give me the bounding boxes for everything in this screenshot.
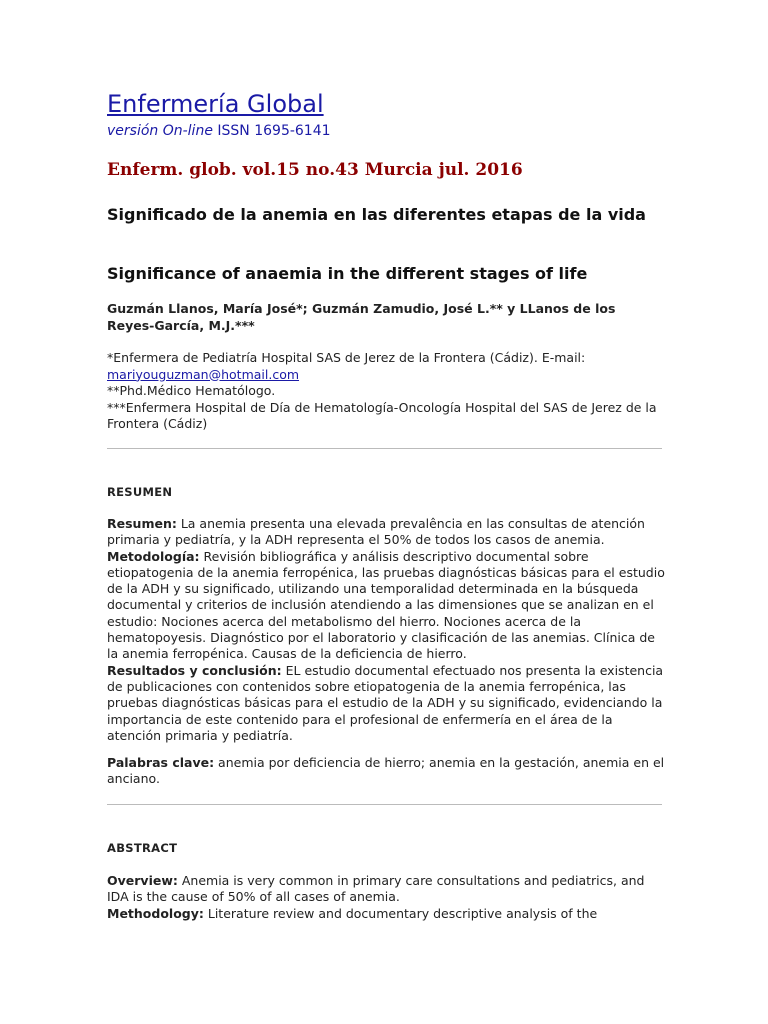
abstract-heading: ABSTRACT [107,841,178,855]
resumen-label: Resumen: [107,516,177,531]
palabras-text: anemia por deficiencia de hierro; anemia en la gestación, anemia en el anciano. [107,755,665,787]
issn: ISSN 1695-6141 [217,123,331,139]
affiliation-1: *Enfermera de Pediatría Hospital SAS de Jerez de la Frontera (Cádiz). E-mail: [107,350,586,365]
email-link[interactable]: mariyouguzman@hotmail.com [107,366,300,382]
divider [107,804,662,805]
resumen-text: La anemia presenta una elevada prevalência en las consultas de atención primaria y pediatría, y la ADH representa el 50% de todos los casos de anemia. [107,516,645,548]
resumen-body [107,516,667,744]
abstract-body [107,873,667,922]
divider [107,448,662,449]
resumen-heading: RESUMEN [107,485,173,499]
affiliations [107,350,667,433]
metodologia-text: Revisión bibliográfica y análisis descriptivo documental sobre etiopatogenia de la anemia ferropénica, las pruebas diagnósticas básicas para el estudio de la ADH y su significado, utilizando una temporalidad determinada en la búsqueda documental y criterios de inclusión atendiendo a las dimensiones que se analizan en el estudio: Nociones acerca del metabolismo del hierro. Nociones acerca de la hematopoyesis. Diagnóstico por el laboratorio y clasificación de las anemias. Clínica de la anemia ferropénica. Causas de la deficiencia de hierro. [107,548,665,662]
resultados-label: Resultados y conclusión: [107,662,282,678]
overview-label: Overview: [107,873,178,888]
methodology-label: Methodology: [107,905,204,921]
version-label: versión On-line [107,123,213,139]
article-title-english: Significance of anaemia in the different stages of life [107,264,588,283]
affiliation-3: ***Enfermera Hospital de Día de Hematología-Oncología Hospital del SAS de Jerez de la Frontera (Cádiz) [107,399,657,431]
methodology-text: Literature review and documentary descriptive analysis of the [203,905,598,921]
version-line [107,123,331,139]
affiliation-2: **Phd.Médico Hematólogo. [107,383,276,398]
metodologia-label: Metodología: [107,548,200,564]
palabras-clave [107,755,667,788]
citation: Enferm. glob. vol.15 no.43 Murcia jul. 2016 [107,160,523,180]
journal-title-link[interactable]: Enfermería Global [107,90,324,118]
overview-text: Anemia is very common in primary care consultations and pediatrics, and IDA is the cause of 50% of all cases of anemia. [107,873,645,905]
article-title-spanish: Significado de la anemia en las diferentes etapas de la vida [107,205,646,224]
authors: Guzmán Llanos, María José*; Guzmán Zamudio, José L.** y LLanos de los Reyes-García, M.J.*** [107,301,616,333]
resultados-text: EL estudio documental efectuado nos presenta la existencia de publicaciones con contenidos sobre etiopatogenia de la anemia ferropénica, las pruebas diagnósticas básicas para el estudio de la ADH y su significado, evidenciando la importancia de este contenido para el profesional de enfermería en el área de la atención primaria y pediatría. [107,662,664,743]
palabras-label: Palabras clave: [107,755,215,770]
